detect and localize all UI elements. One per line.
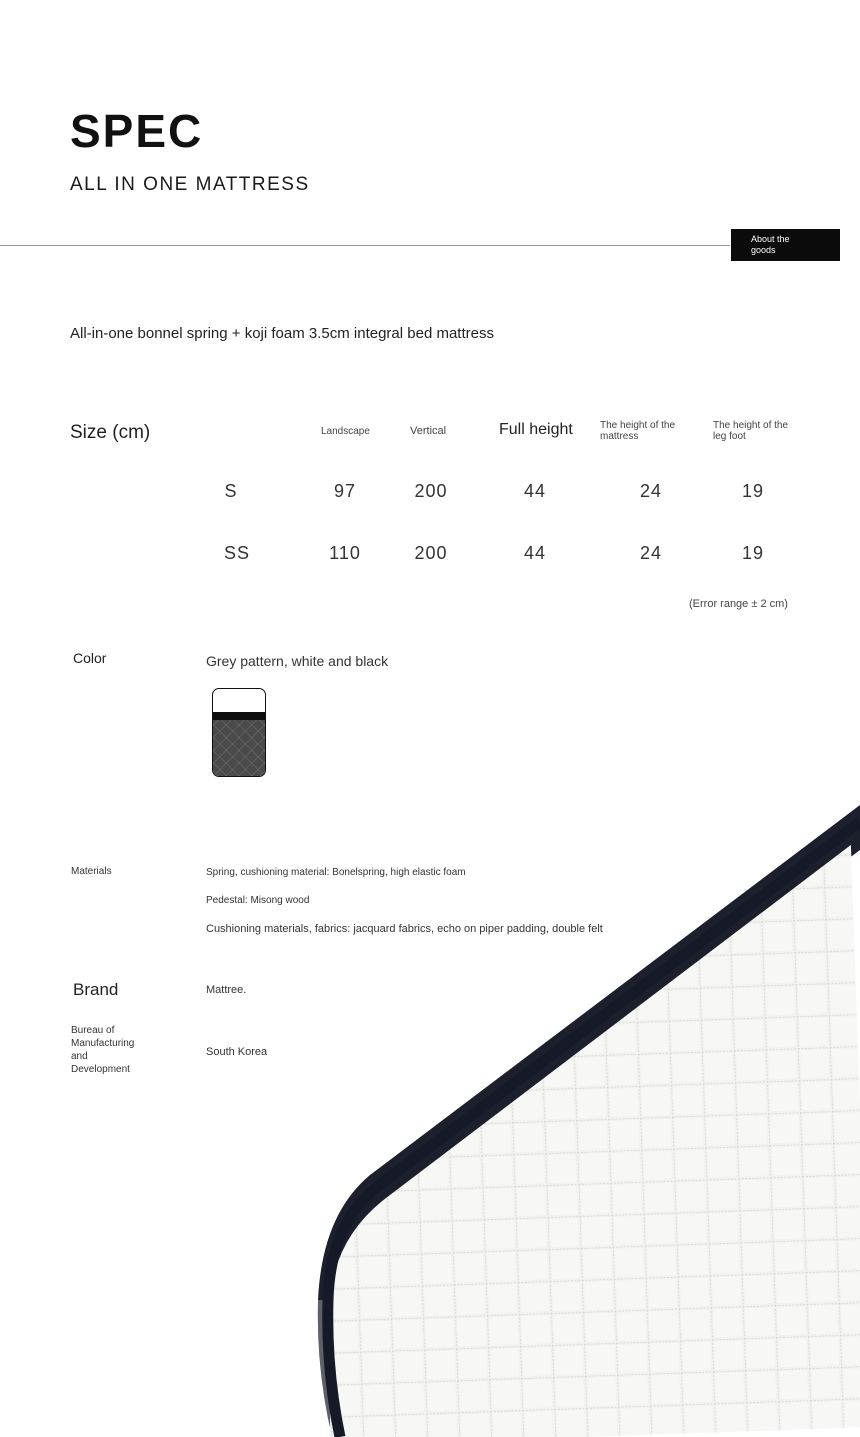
row-ss-full-height: 44 — [523, 543, 547, 563]
brand-label: Brand — [73, 980, 119, 999]
product-name: All-in-one bonnel spring + koji foam 3.5cm integral bed mattress — [70, 325, 494, 342]
error-range-note: (Error range ± 2 cm) — [689, 598, 788, 610]
row-ss-landscape: 110 — [329, 543, 361, 563]
size-label: Size (cm) — [70, 422, 151, 443]
page-title: SPEC — [70, 105, 204, 157]
row-s-landscape: 97 — [333, 481, 357, 501]
origin-label: Bureau of Manufacturing and Development — [71, 1025, 135, 1075]
page-subtitle: ALL IN ONE MATTRESS — [70, 174, 310, 195]
col-full-height: Full height — [499, 421, 573, 438]
row-ss-mattress-height: 24 — [639, 543, 663, 563]
materials-item-3: Cushioning materials, fabrics: jacquard fabrics, echo on piper padding, double felt — [206, 923, 603, 935]
col-mattress-height: The height of the mattress — [600, 420, 676, 442]
materials-label: Materials — [71, 866, 112, 877]
materials-item-2: Pedestal: Misong wood — [206, 895, 310, 906]
row-s-vertical: 200 — [414, 481, 448, 501]
origin-value: South Korea — [206, 1046, 268, 1058]
row-ss-name: SS — [223, 543, 250, 563]
swatch-grey-pattern — [213, 720, 265, 776]
swatch-black-band — [213, 712, 265, 720]
row-s-name: S — [224, 481, 238, 501]
materials-item-1: Spring, cushioning material: Bonelspring, high elastic foam — [206, 867, 466, 878]
row-s-mattress-height: 24 — [639, 481, 663, 501]
color-label: Color — [73, 650, 107, 666]
col-vertical: Vertical — [410, 425, 447, 437]
about-goods-tag: About the goods — [731, 229, 840, 261]
col-landscape: Landscape — [321, 426, 370, 437]
row-ss-vertical: 200 — [414, 543, 448, 563]
row-s-leg-height: 19 — [741, 481, 765, 501]
mattress-image — [0, 790, 860, 1437]
divider — [0, 245, 730, 246]
row-ss-leg-height: 19 — [741, 543, 765, 563]
color-value: Grey pattern, white and black — [206, 653, 389, 669]
brand-value: Mattree. — [206, 984, 247, 996]
col-leg-height: The height of the leg foot — [713, 420, 789, 442]
color-swatch — [212, 688, 266, 777]
row-s-full-height: 44 — [523, 481, 547, 501]
